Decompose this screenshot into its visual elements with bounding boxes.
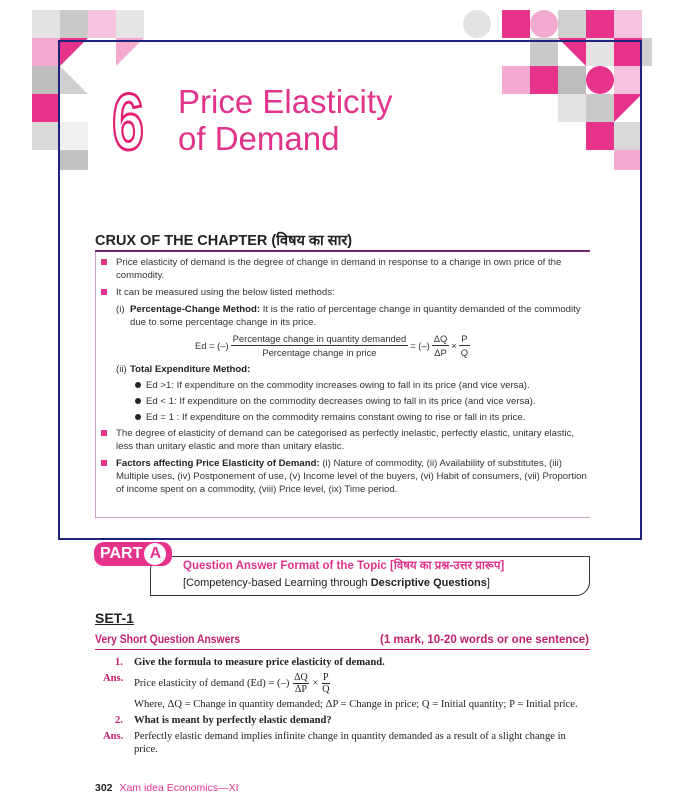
crux-heading: CRUX OF THE CHAPTER (विषय का सार) xyxy=(95,233,353,249)
chapter-title-line1: Price Elasticity xyxy=(178,83,393,120)
answer-delta-q: ΔQ xyxy=(294,672,308,683)
answer-pq-fraction xyxy=(322,672,330,695)
answer-where: Where, ΔQ = Change in quantity demanded; ΔP = Change in price; Q = Initial quantity; P = Initial price. xyxy=(134,699,578,710)
answer-delta-fraction xyxy=(293,672,309,695)
crux-heading-rule xyxy=(95,250,590,252)
question-number: 2. xyxy=(115,715,123,726)
formula-delta-p: ΔP xyxy=(434,347,447,358)
formula-delta-fraction xyxy=(432,332,450,359)
chapter-title xyxy=(178,84,438,158)
answer-times: × xyxy=(312,677,319,689)
crux-bullet: The degree of elasticity of demand can be categorised as perfectly inelastic, perfectly elastic, unitary elastic, less than unitary elastic and more than unitary elastic. xyxy=(100,427,590,453)
question-number: 1. xyxy=(115,657,123,668)
formula-equals: = (–) xyxy=(410,340,430,351)
formula-fraction xyxy=(231,332,409,359)
formula-lhs: Ed = (–) xyxy=(195,340,229,351)
answer xyxy=(95,730,590,756)
formula-p: P xyxy=(461,333,468,344)
crux-bullet-factors xyxy=(100,457,590,496)
method-percentage-change xyxy=(100,303,590,329)
expenditure-case: Ed = 1 : If expenditure on the commodity remains constant owing to rise or fall in its price. xyxy=(146,411,590,424)
answer-text: Price elasticity of demand (Ed) = (–) xyxy=(134,677,290,689)
chapter-number: 6 xyxy=(112,77,145,166)
expenditure-cases xyxy=(100,379,590,424)
part-label: PART xyxy=(100,545,143,562)
question xyxy=(95,656,590,669)
question-list xyxy=(95,656,590,759)
method-text: It is the ratio of percentage change in quantity demanded of the commodity due to some percentage change in its price. xyxy=(130,304,581,328)
qa-format-subtitle xyxy=(183,577,490,589)
question xyxy=(95,714,590,727)
method-label: Total Expenditure Method: xyxy=(130,364,251,375)
answer xyxy=(95,672,590,695)
subtitle-post: ] xyxy=(486,577,490,589)
answer-label: Ans. xyxy=(103,731,124,742)
factors-label: Factors affecting Price Elasticity of Demand: xyxy=(116,458,320,469)
factors-text: (i) Nature of commodity, (ii) Availability of substitutes, (iii) Multiple uses, (iv) Postponement of use, (v) Income level of the buyers, (vi) Habit of consumers, (vii) Proportion of income spent on a commodity, (viii) Price level, (ix) Time period. xyxy=(116,458,587,495)
subtitle-pre: [Competency-based Learning through xyxy=(183,577,371,589)
part-letter: A xyxy=(144,543,166,565)
expenditure-case: Ed >1: If expenditure on the commodity increases owing to fall in its price (and vice versa). xyxy=(146,379,590,392)
formula-times: × xyxy=(451,340,457,351)
qa-format-title: Question Answer Format of the Topic [विषय का प्रश्न-उत्तर प्रारूप] xyxy=(183,560,505,572)
answer-q: Q xyxy=(322,684,330,695)
formula-numerator: Percentage change in quantity demanded xyxy=(232,333,407,344)
question-text: Give the formula to measure price elasticity of demand. xyxy=(134,657,385,668)
crux-bottom-rule xyxy=(95,517,590,518)
crux-body xyxy=(100,256,590,500)
expenditure-case: Ed < 1: If expenditure on the commodity decreases owing to fall in its price (and vice versa). xyxy=(146,395,590,408)
set-heading: SET-1 xyxy=(95,610,134,626)
method-total-expenditure xyxy=(100,363,590,376)
elasticity-formula xyxy=(195,332,590,359)
section-marks: (1 mark, 10-20 words or one sentence) xyxy=(380,634,589,646)
chapter-title-line2: of Demand xyxy=(178,119,340,157)
section-rule xyxy=(95,649,590,650)
answer-p: P xyxy=(323,672,329,683)
part-badge xyxy=(94,542,172,566)
formula-delta-q: ΔQ xyxy=(433,333,448,344)
answer-text: Perfectly elastic demand implies infinite change in quantity demanded as a result of a slight change in price. xyxy=(134,731,566,755)
method-label: Percentage-Change Method: xyxy=(130,304,261,315)
book-title: Xam idea Economics—XI xyxy=(119,782,239,794)
method-number: (i) xyxy=(116,304,125,315)
answer-delta-p: ΔP xyxy=(294,684,307,695)
question-text: What is meant by perfectly elastic demand? xyxy=(134,715,332,726)
crux-side-rule xyxy=(95,252,96,517)
method-number: (ii) xyxy=(116,364,127,375)
page-number: 302 xyxy=(95,782,113,794)
formula-q: Q xyxy=(460,347,469,358)
page-footer xyxy=(95,782,239,794)
subtitle-bold: Descriptive Questions xyxy=(370,577,487,589)
section-title: Very Short Question Answers xyxy=(95,634,241,646)
crux-bullet: Price elasticity of demand is the degree of change in demand in response to a change in own price of the commodity. xyxy=(100,256,590,282)
formula-denominator: Percentage change in price xyxy=(262,347,377,358)
formula-pq-fraction xyxy=(459,332,470,359)
crux-bullet: It can be measured using the below listed methods: xyxy=(100,286,590,299)
answer-label: Ans. xyxy=(103,673,124,684)
